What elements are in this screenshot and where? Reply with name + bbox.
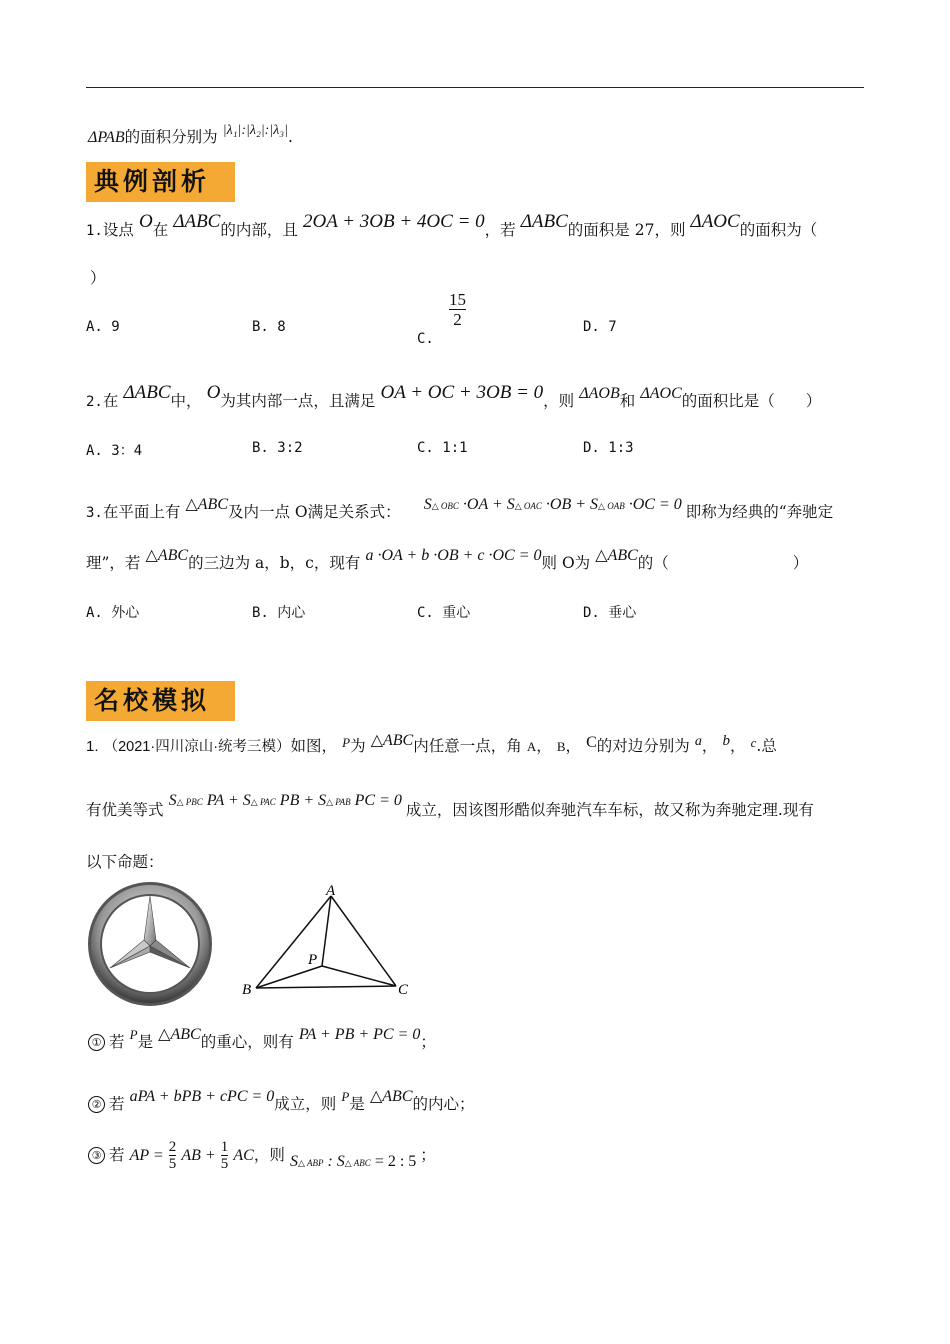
q2-text: 中，	[170, 392, 202, 410]
mercedes-logo-image	[86, 880, 214, 1008]
m1-comma: ，	[536, 737, 552, 755]
q3-text: 即称为经典的“奔驰定	[685, 503, 834, 521]
circled-number: ①	[88, 1034, 105, 1051]
q2-point-o: O	[206, 382, 221, 403]
prop-point-p: P	[129, 1027, 138, 1042]
q2-number: 2.	[86, 394, 103, 410]
q3-text: 的三边为 a，b，c，现有	[188, 554, 361, 572]
m1-number: 1.	[86, 738, 99, 755]
intro-end: .	[287, 128, 293, 146]
prop-text: 的重心，则有	[200, 1033, 294, 1051]
prop-vector-ap: AP =	[129, 1147, 164, 1164]
area-subscript: △ PBC	[176, 797, 203, 807]
prop-text: 若	[109, 1033, 125, 1051]
area-symbol: S	[242, 792, 251, 809]
q1-number: 1.	[86, 223, 103, 239]
m1-angle-c: C	[586, 734, 597, 751]
m1-source: （2021·四川凉山·统考三模）	[103, 739, 291, 755]
prop-point-p: P	[341, 1089, 350, 1104]
q2-text: 的面积比是（ ）	[681, 392, 822, 410]
m1-text: 的对边分别为	[596, 737, 690, 755]
mock-question-1	[86, 734, 777, 756]
equation-term: PB +	[279, 792, 319, 809]
ratio-colon: :	[327, 1153, 333, 1170]
q1-text: 的内部，且	[220, 221, 298, 239]
q3-vector-equation-2: a ·OA + b ·OB + c ·OC = 0	[365, 547, 542, 564]
equation-term: PA +	[206, 792, 243, 809]
prop-text: 是	[349, 1095, 365, 1113]
q2-triangle: ΔAOC	[640, 385, 682, 402]
q3-option-a[interactable]: A. 外心	[86, 605, 140, 621]
m1-vector-equation	[169, 792, 406, 809]
prop-triangle: △ABC	[369, 1088, 413, 1105]
vertex-label-c: C	[398, 982, 409, 998]
prop-text: ；	[420, 1033, 436, 1051]
q3-triangle: △ABC	[185, 496, 228, 513]
q2-triangle: ΔAOB	[579, 385, 620, 402]
q2-option-b[interactable]: B. 3:2	[252, 440, 303, 456]
fraction-denominator: 5	[168, 1156, 177, 1172]
prop-equation: aPA + bPB + cPC = 0	[129, 1088, 275, 1105]
prop-text: ，则	[253, 1146, 285, 1164]
edge-ac	[331, 896, 396, 986]
q2-text: 和	[619, 392, 636, 410]
equation-term: PC = 0	[354, 792, 402, 809]
m1-comma: ，	[565, 737, 582, 755]
area-subscript: △ PAB	[326, 797, 351, 807]
q1-option-c-fraction	[449, 290, 466, 329]
area-symbol: S	[590, 496, 599, 513]
prop-text: 是	[137, 1033, 154, 1051]
prop-vector-ac: AC	[233, 1147, 254, 1164]
q3-vector-equation	[424, 496, 686, 513]
m1-angle-a: A	[526, 739, 537, 754]
fraction-numerator: 1	[220, 1139, 229, 1155]
point-label-p: P	[308, 952, 318, 968]
q3-text: 及内一点 O满足关系式：	[228, 503, 401, 521]
vertex-label-a: A	[326, 883, 336, 899]
q2-triangle: ΔABC	[123, 382, 171, 403]
edge-cp	[322, 966, 396, 986]
q2-text: 为其内部一点，且满足	[220, 392, 376, 410]
m1-point-p: P	[342, 735, 351, 750]
area-subscript: △ ABP	[297, 1158, 324, 1168]
q3-text: 在平面上有	[102, 503, 181, 521]
area-symbol: S	[168, 792, 177, 809]
m1-text: 有优美等式	[86, 801, 164, 819]
q2-text: 在	[102, 392, 119, 410]
fraction-denominator: 5	[220, 1156, 229, 1172]
prop-vector-ab: AB +	[181, 1147, 216, 1164]
prop-area-ratio	[290, 1153, 420, 1170]
header-rule	[86, 87, 864, 88]
intro-triangle: ΔPAB	[88, 129, 125, 146]
m1-text: 成立，因该图形酷似奔驰汽车车标，故又称为奔驰定理.现有	[405, 801, 814, 819]
q1-option-c[interactable]	[417, 290, 466, 347]
question-3-line-2	[86, 547, 809, 573]
q1-triangle: ΔABC	[173, 211, 221, 232]
q1-text: 的面积是 27，则	[567, 221, 686, 239]
q3-number: 3.	[86, 505, 103, 521]
prop-text: ；	[420, 1146, 436, 1164]
q1-option-c-label: C.	[417, 331, 434, 347]
q2-option-a[interactable]: A. 3：4	[86, 443, 143, 459]
m1-comma: ，	[701, 737, 718, 755]
m1-text: .总	[756, 737, 777, 755]
q1-text: ，若	[484, 221, 516, 239]
circled-number: ③	[88, 1147, 105, 1164]
fraction-numerator: 15	[448, 290, 466, 309]
proposition-2	[88, 1088, 475, 1114]
q1-triangle: ΔAOC	[690, 211, 740, 232]
q1-point-o: O	[138, 211, 153, 232]
circled-number: ②	[88, 1096, 105, 1113]
fraction	[169, 1139, 177, 1172]
q1-text: 在	[152, 221, 169, 239]
vertex-label-b: B	[242, 982, 252, 998]
q1-vector-equation: 2OA + 3OB + 4OC = 0	[302, 211, 485, 232]
q3-option-b[interactable]: B. 内心	[252, 605, 306, 621]
area-symbol: S	[336, 1153, 345, 1170]
q1-option-b[interactable]: B. 8	[252, 319, 286, 335]
q2-text: ，则	[543, 392, 575, 410]
q1-option-d[interactable]: D. 7	[583, 319, 617, 335]
q2-vector-equation: OA + OC + 3OB = 0	[380, 382, 544, 403]
area-subscript: △ OAB	[598, 501, 625, 511]
intro-ratio: |λ₁|:|λ₂|:|λ₃|	[222, 123, 288, 138]
q1-close-paren: ）	[90, 269, 106, 287]
area-subscript: △ OAC	[514, 501, 542, 511]
edge-bc	[256, 986, 396, 988]
question-3	[86, 496, 834, 522]
edge-ab	[256, 896, 331, 988]
equation-term: ·OB +	[545, 496, 591, 513]
m1-comma: ，	[730, 737, 746, 755]
m1-text: 内任意一点，角	[413, 737, 522, 755]
proposition-3	[88, 1139, 436, 1172]
q1-option-a[interactable]: A. 9	[86, 319, 120, 335]
m1-angle-b: B	[556, 739, 566, 754]
q3-triangle: △ABC	[145, 547, 189, 564]
area-symbol: S	[506, 496, 515, 513]
fraction-denominator: 2	[453, 310, 462, 329]
prop-text: 若	[109, 1146, 125, 1164]
question-1	[86, 211, 818, 241]
area-symbol: S	[318, 792, 327, 809]
triangle-figure	[238, 882, 418, 1002]
q1-text: 设点	[102, 221, 134, 239]
intro-text: 的面积分别为	[124, 128, 218, 146]
m1-text: 以下命题：	[86, 853, 164, 871]
area-symbol: S	[289, 1153, 298, 1170]
equation-term: ·OC = 0	[628, 496, 682, 513]
prop-text: 若	[109, 1095, 125, 1113]
m1-side-b: b	[722, 733, 731, 749]
m1-triangle: △ABC	[370, 732, 414, 749]
prop-text: 成立，则	[274, 1095, 337, 1113]
equation-term: ·OA +	[462, 496, 507, 513]
q2-option-d[interactable]: D. 1:3	[583, 440, 634, 456]
m1-text: 为	[350, 737, 366, 755]
intro-line	[88, 125, 293, 147]
q3-text: 的（ ）	[637, 554, 809, 572]
area-subscript: △ OBC	[431, 501, 459, 511]
q1-triangle: ΔABC	[520, 211, 568, 232]
q1-text: 的面积为（	[739, 221, 818, 239]
proposition-1	[88, 1026, 436, 1052]
prop-equation: PA + PB + PC = 0	[298, 1026, 421, 1043]
q3-option-c[interactable]: C. 重心	[417, 605, 471, 621]
fraction-numerator: 2	[168, 1139, 177, 1155]
q2-option-c[interactable]: C. 1:1	[417, 440, 468, 456]
m1-side-c: c	[750, 735, 757, 750]
q3-option-d[interactable]: D. 垂心	[583, 605, 637, 621]
prop-text: 的内心；	[412, 1095, 475, 1113]
area-subscript: △ ABC	[344, 1158, 371, 1168]
mock-question-1-line-2	[86, 792, 814, 820]
q3-text: 则 O为	[541, 554, 591, 572]
q3-triangle: △ABC	[595, 547, 638, 564]
area-subscript: △ PAC	[250, 797, 276, 807]
section-heading-examples: 典例剖析	[86, 162, 235, 202]
m1-side-a: a	[694, 734, 702, 749]
q3-text: 理”，若	[86, 554, 141, 572]
ratio-value: = 2 : 5	[374, 1153, 417, 1170]
fraction	[221, 1139, 229, 1172]
question-2	[86, 382, 822, 412]
prop-triangle: △ABC	[158, 1026, 201, 1043]
section-heading-school-mock: 名校模拟	[86, 681, 235, 721]
m1-text: 如图，	[290, 737, 338, 755]
area-symbol: S	[423, 496, 432, 513]
